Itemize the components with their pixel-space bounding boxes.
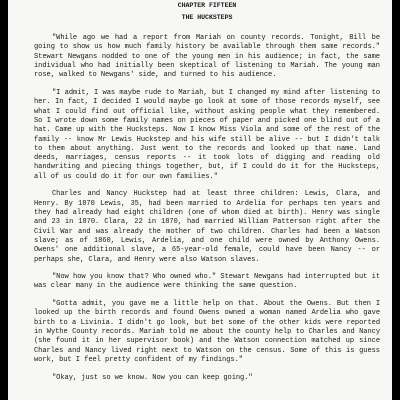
paragraph: "Gotta admit, you gave me a little help on that. About the Owens. But then I looked up the birth records and found Owens owned a woman named Ardelia who gave birth to a Livinia. I didn't go look, but bet some of the other kids were reported in Wythe County records. Mariah told me about the county help to Charles and Nancy (she found it in her supervisor book) and the Watson connection matched up since Charles and Nancy lived right next to Watson on the census. Some of this is guess work, but I feel pretty confident of my findings." [34, 300, 380, 364]
paragraph: "Now how you know that? Who owned who." Stewart Newgans had interrupted but it was clear many in the audience were thinking the same question. [34, 273, 380, 291]
paragraph: Charles and Nancy Huckstep had at least three children: Lewis, Clara, and Henry. By 1870 Lewis, 35, had been married to Ardelia for perhaps ten years and they had already had eight children (one of whom died at birth). Henry was single and 23 in 1870. Clara, 22 in 1870, had married William Patterson right after the Civil War and was already the mother of two children. Charles had been a Watson slave; as of 1860, Lewis, Ardelia, and one child were owned by Anthony Owens. Owens' one additional slave, a 65-year-old female, could have been Nancy -- or perhaps she, Clara, and Henry were also Watson slaves. [34, 190, 380, 264]
manuscript-text [34, 2, 380, 391]
paragraph: "While ago we had a report from Mariah on county records. Tonight, Bill be going to show us how much family history be available through them same records." Stewart Newgans nodded to one of the young men in his audience; in fact, the same individual who had initially been skeptical of listening to Mariah. The young man rose, walked to Newgans' side, and turned to his audience. [34, 34, 380, 80]
chapter-title: THE HUCKSTEPS [181, 13, 233, 21]
chapter-number: CHAPTER FIFTEEN [177, 2, 237, 9]
document-page [8, 0, 392, 400]
paragraph: "Okay, just so we know. Now you can keep going." [52, 373, 253, 382]
paragraph: "I admit, I was maybe rude to Mariah, but I changed my mind after listening to her. In fact, I decided I would maybe go look at some of those records myself, see what I could find out official like, without asking people what they remembered. So I wrote down some family names on pieces of paper and picked one blind out of a hat. Came up with the Hucksteps. Now I know Miss Viola and some of the rest of the family -- know Mr Lewis Huckstep and his wife still be alive -- but I didn't talk to them about anything. Just went to the records and looked up that name. Land deeds, marriages, census reports -- it took lots of digging and reading old handwriting and piecing things together, but, if I could do it for the Hucksteps, all of us could do it for our own families." [34, 89, 380, 181]
